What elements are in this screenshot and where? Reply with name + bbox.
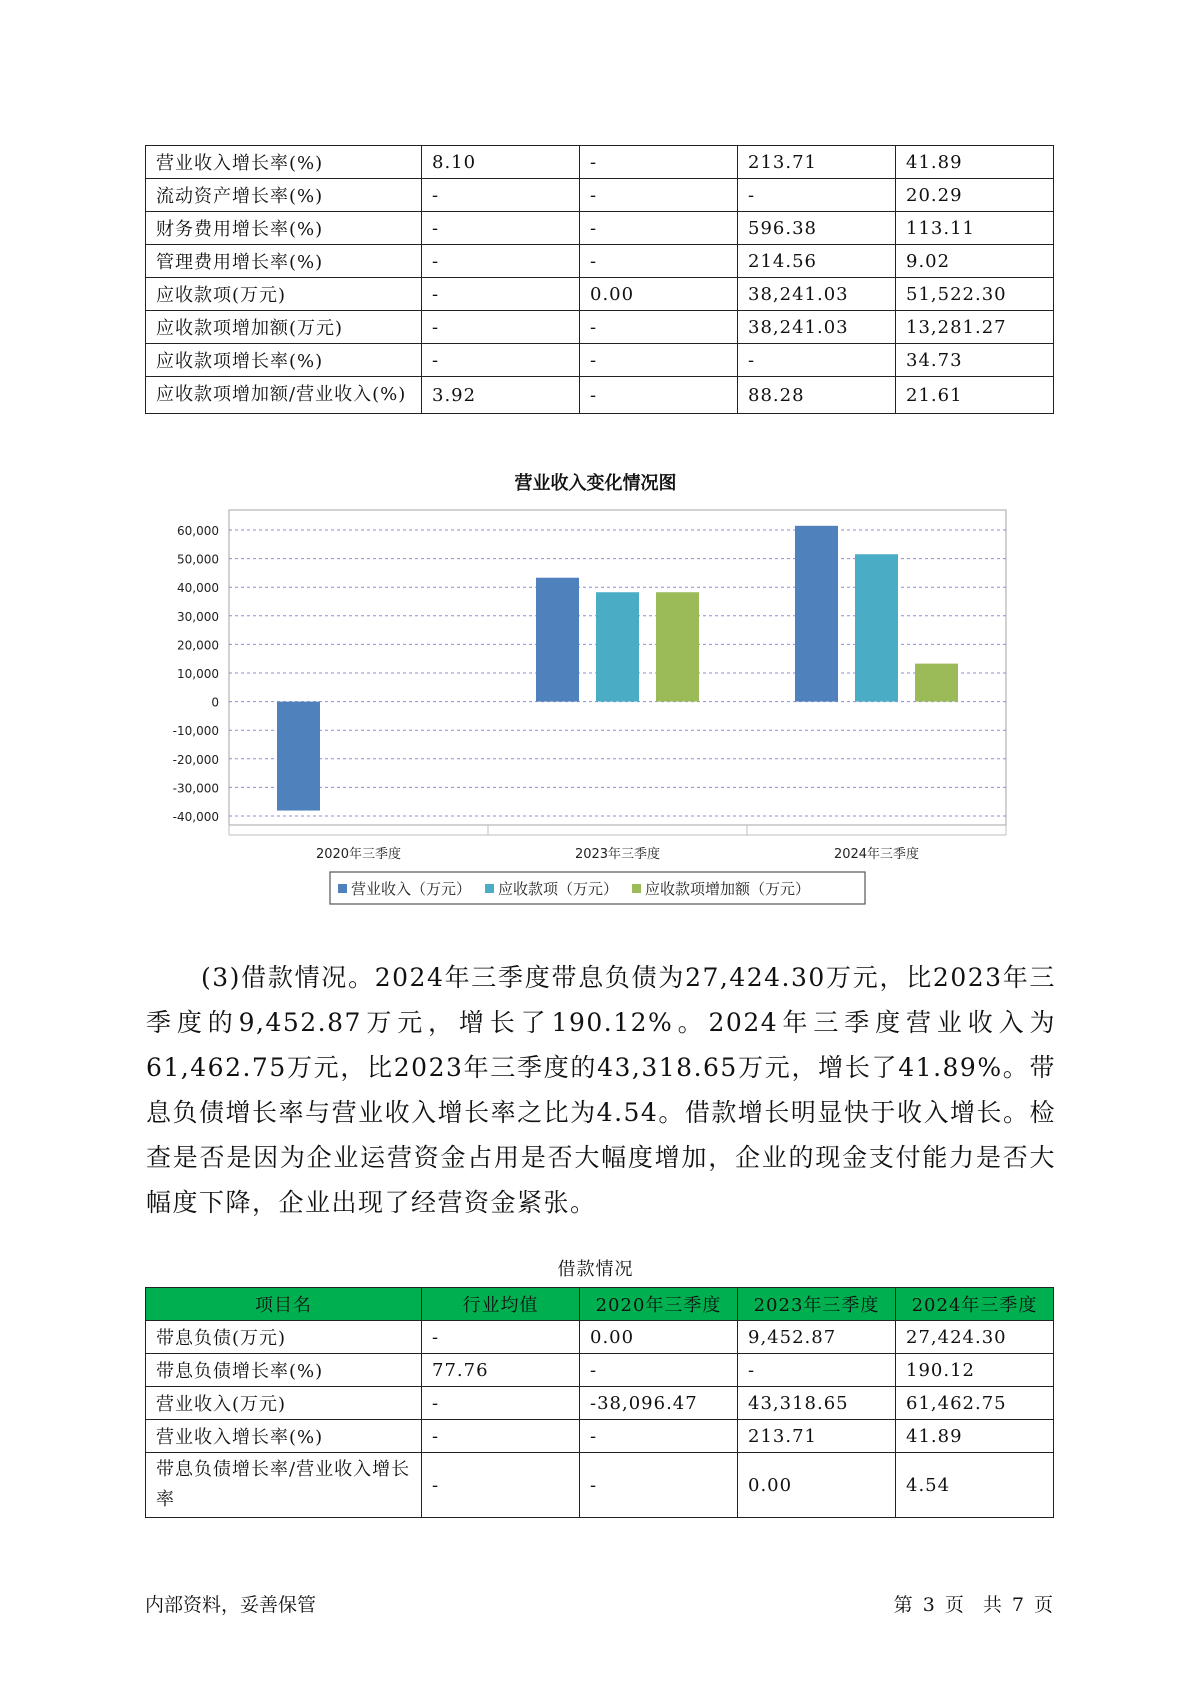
bar — [915, 664, 958, 702]
borrowing-table-column-header: 2023年三季度 — [738, 1288, 896, 1321]
borrowing-table-column-header: 行业均值 — [422, 1288, 580, 1321]
bar — [596, 592, 639, 701]
receivables-table-cell: - — [580, 344, 738, 377]
receivables-table-cell: - — [580, 245, 738, 278]
x-tick-label: 2023年三季度 — [574, 847, 661, 862]
receivables-table-cell: - — [580, 179, 738, 212]
borrowing-table-row-label: 带息负债增长率(%) — [146, 1354, 422, 1387]
borrowing-table-row — [146, 1387, 1054, 1420]
borrowing-table-row — [146, 1453, 1054, 1518]
receivables-table-row-label: 应收款项增加额/营业收入(%) — [146, 377, 422, 414]
borrowing-paragraph: (3)借款情况。2024年三季度带息负债为27,424.30万元，比2023年三季度的9,452.87万元，增长了190.12%。2024年三季度营业收入为61,462.75万元，比2023年三季度的43,318.65万元，增长了41.89%。带息负债增长率与营业收入增长率之比为4.54。借款增长明显快于收入增长。检查是否是因为企业运营资金占用是否大幅度增加，企业的现金支付能力是否大幅度下降，企业出现了经营资金紧张。 — [146, 963, 1056, 1217]
receivables-table-cell: - — [422, 245, 580, 278]
y-tick-label: 20,000 — [177, 638, 219, 653]
bar — [795, 526, 838, 702]
receivables-table-row-label: 应收款项增长率(%) — [146, 344, 422, 377]
y-tick-label: -20,000 — [172, 752, 219, 767]
receivables-table-cell: 51,522.30 — [896, 278, 1054, 311]
receivables-table-cell: 214.56 — [738, 245, 896, 278]
borrowing-table-body — [146, 1321, 1054, 1518]
borrowing-table-header — [146, 1288, 1054, 1321]
borrowing-table-cell: - — [422, 1387, 580, 1420]
borrowing-table-cell: 9,452.87 — [738, 1321, 896, 1354]
receivables-table-cell: - — [422, 311, 580, 344]
receivables-table-cell: - — [422, 179, 580, 212]
y-tick-label: 0 — [211, 695, 219, 710]
borrowing-table-cell: - — [422, 1321, 580, 1354]
bar — [536, 578, 579, 702]
borrowing-table-cell: 27,424.30 — [896, 1321, 1054, 1354]
borrowing-table-cell: 0.00 — [738, 1453, 896, 1518]
borrowing-table-column-header: 2024年三季度 — [896, 1288, 1054, 1321]
receivables-table-cell: 113.11 — [896, 212, 1054, 245]
borrowing-table-column-header: 项目名 — [146, 1288, 422, 1321]
receivables-table-cell: - — [422, 278, 580, 311]
receivables-table-cell: 21.61 — [896, 377, 1054, 414]
footer-page-number: 第 3 页 共 7 页 — [893, 1594, 1053, 1616]
y-tick-label: 60,000 — [177, 524, 219, 538]
receivables-table-row-label: 管理费用增长率(%) — [146, 245, 422, 278]
footer-confidential-note: 内部资料，妥善保管 — [145, 1594, 317, 1616]
receivables-table-cell: 213.71 — [738, 146, 896, 179]
bar — [277, 702, 320, 811]
legend-swatch — [485, 884, 494, 893]
borrowing-table-cell: 43,318.65 — [738, 1387, 896, 1420]
y-tick-label: 30,000 — [177, 609, 219, 624]
borrowing-table-cell: 213.71 — [738, 1420, 896, 1453]
receivables-table-cell: - — [580, 377, 738, 414]
receivables-table-cell: - — [738, 344, 896, 377]
receivables-table-cell: - — [422, 212, 580, 245]
borrowing-table-cell: 41.89 — [896, 1420, 1054, 1453]
receivables-table-cell: - — [738, 179, 896, 212]
bar — [855, 554, 898, 701]
receivables-table-cell: 88.28 — [738, 377, 896, 414]
borrowing-table-cell: 77.76 — [422, 1354, 580, 1387]
chart-title: 营业收入变化情况图 — [514, 473, 677, 494]
borrowing-table-cell: 190.12 — [896, 1354, 1054, 1387]
receivables-table-cell: 3.92 — [422, 377, 580, 414]
legend-label: 应收款项增加额（万元） — [645, 880, 811, 898]
receivables-table-cell: 38,241.03 — [738, 311, 896, 344]
borrowing-table — [145, 1287, 1054, 1518]
receivables-table-cell: 38,241.03 — [738, 278, 896, 311]
borrowing-table-column-header: 2020年三季度 — [580, 1288, 738, 1321]
borrowing-table-row-label: 带息负债(万元) — [146, 1321, 422, 1354]
borrowing-table-cell: - — [738, 1354, 896, 1387]
receivables-table-cell: 0.00 — [580, 278, 738, 311]
borrowing-table-row-label: 营业收入增长率(%) — [146, 1420, 422, 1453]
receivables-table-row-label: 应收款项(万元) — [146, 278, 422, 311]
bar — [656, 592, 699, 701]
x-tick-label: 2020年三季度 — [315, 847, 402, 862]
receivables-table-cell: 20.29 — [896, 179, 1054, 212]
borrowing-table-cell: - — [580, 1453, 738, 1518]
borrowing-table-cell: 4.54 — [896, 1453, 1054, 1518]
borrowing-table-cell: 0.00 — [580, 1321, 738, 1354]
y-tick-label: -30,000 — [172, 781, 219, 796]
receivables-table-cell: 41.89 — [896, 146, 1054, 179]
borrowing-table-cell: - — [422, 1420, 580, 1453]
receivables-table-cell: 34.73 — [896, 344, 1054, 377]
receivables-table-cell: 596.38 — [738, 212, 896, 245]
legend-swatch — [338, 884, 347, 893]
receivables-table-cell: 9.02 — [896, 245, 1054, 278]
receivables-table-cell: - — [580, 146, 738, 179]
receivables-table-cell: - — [580, 212, 738, 245]
receivables-table-cell: - — [580, 311, 738, 344]
legend-label: 应收款项（万元） — [498, 880, 619, 898]
borrowing-table-caption: 借款情况 — [557, 1259, 634, 1280]
y-tick-label: 50,000 — [177, 552, 219, 567]
borrowing-table-cell: - — [580, 1420, 738, 1453]
receivables-table-row-label: 应收款项增加额(万元) — [146, 311, 422, 344]
receivables-table-cell: - — [422, 344, 580, 377]
borrowing-table-cell: 61,462.75 — [896, 1387, 1054, 1420]
borrowing-table-cell: - — [580, 1354, 738, 1387]
x-tick-label: 2024年三季度 — [833, 847, 920, 862]
borrowing-table-row — [146, 1420, 1054, 1453]
receivables-table-row-label: 营业收入增长率(%) — [146, 146, 422, 179]
borrowing-table-row — [146, 1354, 1054, 1387]
borrowing-table-row-label: 营业收入(万元) — [146, 1387, 422, 1420]
borrowing-table-cell: -38,096.47 — [580, 1387, 738, 1420]
borrowing-table-cell: - — [422, 1453, 580, 1518]
legend-swatch — [632, 884, 641, 893]
receivables-table-row-label: 流动资产增长率(%) — [146, 179, 422, 212]
y-tick-label: -10,000 — [172, 724, 219, 739]
borrowing-table-row-label: 带息负债增长率/营业收入增长率 — [146, 1453, 422, 1518]
y-tick-label: -40,000 — [172, 810, 219, 824]
receivables-table-cell: 8.10 — [422, 146, 580, 179]
y-tick-label: 10,000 — [177, 667, 219, 681]
borrowing-table-row — [146, 1321, 1054, 1354]
receivables-table-row-label: 财务费用增长率(%) — [146, 212, 422, 245]
legend-label: 营业收入（万元） — [351, 880, 472, 898]
receivables-table-cell: 13,281.27 — [896, 311, 1054, 344]
y-tick-label: 40,000 — [177, 581, 219, 596]
